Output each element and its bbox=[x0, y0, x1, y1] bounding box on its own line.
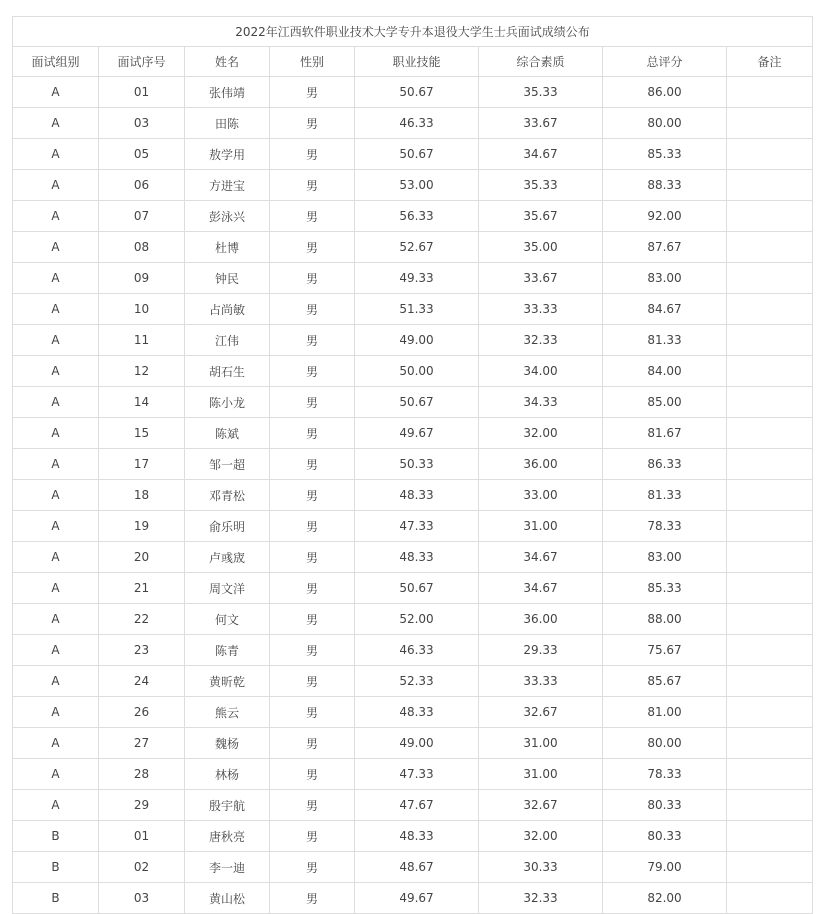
cell-name: 唐秋亮 bbox=[185, 821, 270, 852]
cell-skill: 49.00 bbox=[355, 325, 479, 356]
table-row bbox=[13, 821, 813, 852]
cell-seq: 01 bbox=[99, 821, 185, 852]
score-table-container bbox=[12, 16, 812, 914]
table-row bbox=[13, 356, 813, 387]
cell-gender: 男 bbox=[270, 170, 355, 201]
table-row bbox=[13, 883, 813, 914]
cell-gender: 男 bbox=[270, 356, 355, 387]
cell-name: 黄山松 bbox=[185, 883, 270, 914]
cell-quality: 32.33 bbox=[479, 883, 603, 914]
cell-seq: 03 bbox=[99, 108, 185, 139]
cell-seq: 17 bbox=[99, 449, 185, 480]
cell-gender: 男 bbox=[270, 573, 355, 604]
cell-skill: 56.33 bbox=[355, 201, 479, 232]
cell-total: 80.33 bbox=[603, 790, 727, 821]
header-gender: 性别 bbox=[270, 47, 355, 77]
cell-seq: 08 bbox=[99, 232, 185, 263]
cell-total: 81.33 bbox=[603, 480, 727, 511]
header-skill: 职业技能 bbox=[355, 47, 479, 77]
cell-total: 85.67 bbox=[603, 666, 727, 697]
cell-quality: 31.00 bbox=[479, 759, 603, 790]
cell-group: A bbox=[13, 573, 99, 604]
cell-seq: 03 bbox=[99, 883, 185, 914]
table-row bbox=[13, 542, 813, 573]
cell-skill: 52.67 bbox=[355, 232, 479, 263]
cell-remark bbox=[727, 201, 813, 232]
cell-total: 75.67 bbox=[603, 635, 727, 666]
cell-quality: 34.33 bbox=[479, 387, 603, 418]
cell-quality: 32.00 bbox=[479, 821, 603, 852]
cell-group: A bbox=[13, 108, 99, 139]
cell-gender: 男 bbox=[270, 790, 355, 821]
cell-group: A bbox=[13, 542, 99, 573]
cell-total: 83.00 bbox=[603, 542, 727, 573]
header-quality: 综合素质 bbox=[479, 47, 603, 77]
cell-total: 81.33 bbox=[603, 325, 727, 356]
cell-remark bbox=[727, 77, 813, 108]
cell-name: 俞乐明 bbox=[185, 511, 270, 542]
table-row bbox=[13, 294, 813, 325]
table-header-row bbox=[13, 47, 813, 77]
header-seq: 面试序号 bbox=[99, 47, 185, 77]
cell-skill: 49.33 bbox=[355, 263, 479, 294]
cell-seq: 18 bbox=[99, 480, 185, 511]
cell-skill: 51.33 bbox=[355, 294, 479, 325]
cell-seq: 24 bbox=[99, 666, 185, 697]
cell-name: 卢彧宬 bbox=[185, 542, 270, 573]
cell-skill: 47.67 bbox=[355, 790, 479, 821]
cell-seq: 23 bbox=[99, 635, 185, 666]
cell-skill: 50.33 bbox=[355, 449, 479, 480]
cell-total: 92.00 bbox=[603, 201, 727, 232]
cell-quality: 32.67 bbox=[479, 697, 603, 728]
cell-name: 邓青松 bbox=[185, 480, 270, 511]
cell-group: A bbox=[13, 294, 99, 325]
cell-gender: 男 bbox=[270, 418, 355, 449]
cell-name: 邹一超 bbox=[185, 449, 270, 480]
cell-seq: 26 bbox=[99, 697, 185, 728]
cell-total: 80.33 bbox=[603, 821, 727, 852]
cell-group: A bbox=[13, 480, 99, 511]
table-row bbox=[13, 325, 813, 356]
cell-gender: 男 bbox=[270, 604, 355, 635]
cell-group: B bbox=[13, 883, 99, 914]
cell-remark bbox=[727, 387, 813, 418]
cell-remark bbox=[727, 263, 813, 294]
table-row bbox=[13, 666, 813, 697]
cell-name: 陈小龙 bbox=[185, 387, 270, 418]
cell-group: A bbox=[13, 418, 99, 449]
cell-group: B bbox=[13, 821, 99, 852]
table-title-row bbox=[13, 17, 813, 47]
cell-gender: 男 bbox=[270, 201, 355, 232]
cell-seq: 27 bbox=[99, 728, 185, 759]
cell-quality: 36.00 bbox=[479, 449, 603, 480]
cell-group: A bbox=[13, 356, 99, 387]
cell-seq: 09 bbox=[99, 263, 185, 294]
table-row bbox=[13, 511, 813, 542]
cell-total: 84.67 bbox=[603, 294, 727, 325]
cell-seq: 29 bbox=[99, 790, 185, 821]
cell-gender: 男 bbox=[270, 511, 355, 542]
cell-skill: 48.33 bbox=[355, 480, 479, 511]
cell-total: 85.33 bbox=[603, 573, 727, 604]
table-row bbox=[13, 604, 813, 635]
cell-gender: 男 bbox=[270, 542, 355, 573]
table-row bbox=[13, 449, 813, 480]
cell-remark bbox=[727, 449, 813, 480]
cell-gender: 男 bbox=[270, 325, 355, 356]
cell-gender: 男 bbox=[270, 852, 355, 883]
cell-gender: 男 bbox=[270, 387, 355, 418]
cell-group: A bbox=[13, 201, 99, 232]
cell-name: 殷宇航 bbox=[185, 790, 270, 821]
cell-quality: 35.67 bbox=[479, 201, 603, 232]
cell-total: 81.67 bbox=[603, 418, 727, 449]
table-row bbox=[13, 201, 813, 232]
cell-seq: 02 bbox=[99, 852, 185, 883]
cell-total: 86.00 bbox=[603, 77, 727, 108]
score-table bbox=[12, 16, 813, 914]
cell-remark bbox=[727, 821, 813, 852]
cell-seq: 11 bbox=[99, 325, 185, 356]
cell-group: A bbox=[13, 139, 99, 170]
cell-skill: 50.00 bbox=[355, 356, 479, 387]
cell-seq: 19 bbox=[99, 511, 185, 542]
cell-gender: 男 bbox=[270, 480, 355, 511]
cell-group: A bbox=[13, 387, 99, 418]
cell-quality: 34.67 bbox=[479, 573, 603, 604]
cell-remark bbox=[727, 883, 813, 914]
cell-group: A bbox=[13, 232, 99, 263]
cell-remark bbox=[727, 356, 813, 387]
cell-total: 78.33 bbox=[603, 759, 727, 790]
cell-quality: 36.00 bbox=[479, 604, 603, 635]
cell-name: 杜博 bbox=[185, 232, 270, 263]
cell-name: 敖学用 bbox=[185, 139, 270, 170]
cell-gender: 男 bbox=[270, 759, 355, 790]
table-row bbox=[13, 418, 813, 449]
cell-skill: 53.00 bbox=[355, 170, 479, 201]
table-title: 2022年江西软件职业技术大学专升本退役大学生士兵面试成绩公布 bbox=[13, 17, 813, 47]
table-row bbox=[13, 108, 813, 139]
cell-gender: 男 bbox=[270, 883, 355, 914]
cell-name: 江伟 bbox=[185, 325, 270, 356]
cell-seq: 12 bbox=[99, 356, 185, 387]
cell-quality: 31.00 bbox=[479, 511, 603, 542]
table-row bbox=[13, 635, 813, 666]
cell-total: 87.67 bbox=[603, 232, 727, 263]
cell-seq: 05 bbox=[99, 139, 185, 170]
cell-total: 82.00 bbox=[603, 883, 727, 914]
cell-remark bbox=[727, 728, 813, 759]
cell-gender: 男 bbox=[270, 821, 355, 852]
table-row bbox=[13, 387, 813, 418]
table-row bbox=[13, 170, 813, 201]
cell-quality: 33.00 bbox=[479, 480, 603, 511]
cell-quality: 32.67 bbox=[479, 790, 603, 821]
cell-skill: 52.33 bbox=[355, 666, 479, 697]
cell-remark bbox=[727, 759, 813, 790]
cell-skill: 49.00 bbox=[355, 728, 479, 759]
cell-skill: 48.33 bbox=[355, 821, 479, 852]
table-row bbox=[13, 573, 813, 604]
table-row bbox=[13, 759, 813, 790]
cell-group: A bbox=[13, 666, 99, 697]
cell-remark bbox=[727, 542, 813, 573]
cell-gender: 男 bbox=[270, 635, 355, 666]
cell-name: 李一迪 bbox=[185, 852, 270, 883]
cell-total: 78.33 bbox=[603, 511, 727, 542]
cell-group: A bbox=[13, 170, 99, 201]
header-group: 面试组别 bbox=[13, 47, 99, 77]
cell-quality: 33.33 bbox=[479, 666, 603, 697]
cell-gender: 男 bbox=[270, 449, 355, 480]
cell-total: 79.00 bbox=[603, 852, 727, 883]
cell-name: 陈斌 bbox=[185, 418, 270, 449]
cell-seq: 20 bbox=[99, 542, 185, 573]
cell-remark bbox=[727, 294, 813, 325]
cell-quality: 33.33 bbox=[479, 294, 603, 325]
header-name: 姓名 bbox=[185, 47, 270, 77]
cell-group: A bbox=[13, 604, 99, 635]
cell-gender: 男 bbox=[270, 294, 355, 325]
cell-total: 81.00 bbox=[603, 697, 727, 728]
cell-total: 85.00 bbox=[603, 387, 727, 418]
cell-quality: 35.33 bbox=[479, 77, 603, 108]
cell-remark bbox=[727, 573, 813, 604]
cell-total: 88.00 bbox=[603, 604, 727, 635]
cell-skill: 49.67 bbox=[355, 883, 479, 914]
cell-quality: 34.00 bbox=[479, 356, 603, 387]
cell-gender: 男 bbox=[270, 139, 355, 170]
cell-skill: 47.33 bbox=[355, 759, 479, 790]
cell-group: A bbox=[13, 77, 99, 108]
cell-gender: 男 bbox=[270, 263, 355, 294]
cell-name: 陈青 bbox=[185, 635, 270, 666]
cell-gender: 男 bbox=[270, 697, 355, 728]
cell-gender: 男 bbox=[270, 77, 355, 108]
cell-skill: 46.33 bbox=[355, 108, 479, 139]
table-row bbox=[13, 480, 813, 511]
cell-quality: 32.00 bbox=[479, 418, 603, 449]
cell-remark bbox=[727, 325, 813, 356]
cell-name: 熊云 bbox=[185, 697, 270, 728]
cell-skill: 48.33 bbox=[355, 542, 479, 573]
cell-group: A bbox=[13, 759, 99, 790]
cell-seq: 28 bbox=[99, 759, 185, 790]
cell-seq: 14 bbox=[99, 387, 185, 418]
cell-remark bbox=[727, 511, 813, 542]
table-row bbox=[13, 697, 813, 728]
cell-skill: 50.67 bbox=[355, 77, 479, 108]
cell-group: A bbox=[13, 635, 99, 666]
cell-remark bbox=[727, 232, 813, 263]
table-row bbox=[13, 77, 813, 108]
cell-gender: 男 bbox=[270, 666, 355, 697]
cell-skill: 48.67 bbox=[355, 852, 479, 883]
cell-name: 占尚敏 bbox=[185, 294, 270, 325]
cell-skill: 50.67 bbox=[355, 387, 479, 418]
cell-remark bbox=[727, 790, 813, 821]
cell-quality: 31.00 bbox=[479, 728, 603, 759]
cell-name: 钟民 bbox=[185, 263, 270, 294]
cell-name: 张伟靖 bbox=[185, 77, 270, 108]
cell-quality: 29.33 bbox=[479, 635, 603, 666]
cell-group: A bbox=[13, 511, 99, 542]
cell-quality: 35.00 bbox=[479, 232, 603, 263]
cell-quality: 34.67 bbox=[479, 542, 603, 573]
cell-seq: 10 bbox=[99, 294, 185, 325]
cell-remark bbox=[727, 666, 813, 697]
cell-remark bbox=[727, 108, 813, 139]
cell-seq: 21 bbox=[99, 573, 185, 604]
cell-name: 田陈 bbox=[185, 108, 270, 139]
cell-name: 魏杨 bbox=[185, 728, 270, 759]
cell-group: A bbox=[13, 449, 99, 480]
cell-total: 85.33 bbox=[603, 139, 727, 170]
cell-total: 80.00 bbox=[603, 728, 727, 759]
cell-skill: 52.00 bbox=[355, 604, 479, 635]
cell-name: 彭泳兴 bbox=[185, 201, 270, 232]
cell-skill: 50.67 bbox=[355, 139, 479, 170]
cell-group: A bbox=[13, 790, 99, 821]
cell-total: 84.00 bbox=[603, 356, 727, 387]
table-row bbox=[13, 852, 813, 883]
cell-gender: 男 bbox=[270, 232, 355, 263]
cell-total: 80.00 bbox=[603, 108, 727, 139]
cell-remark bbox=[727, 697, 813, 728]
cell-quality: 34.67 bbox=[479, 139, 603, 170]
table-row bbox=[13, 263, 813, 294]
cell-group: A bbox=[13, 263, 99, 294]
table-row bbox=[13, 232, 813, 263]
cell-name: 胡石生 bbox=[185, 356, 270, 387]
cell-remark bbox=[727, 418, 813, 449]
cell-seq: 01 bbox=[99, 77, 185, 108]
cell-quality: 33.67 bbox=[479, 263, 603, 294]
cell-skill: 50.67 bbox=[355, 573, 479, 604]
cell-remark bbox=[727, 170, 813, 201]
cell-quality: 30.33 bbox=[479, 852, 603, 883]
cell-name: 林杨 bbox=[185, 759, 270, 790]
cell-name: 何文 bbox=[185, 604, 270, 635]
cell-skill: 47.33 bbox=[355, 511, 479, 542]
cell-total: 88.33 bbox=[603, 170, 727, 201]
cell-total: 83.00 bbox=[603, 263, 727, 294]
cell-group: B bbox=[13, 852, 99, 883]
cell-group: A bbox=[13, 325, 99, 356]
header-remark: 备注 bbox=[727, 47, 813, 77]
cell-seq: 15 bbox=[99, 418, 185, 449]
cell-skill: 49.67 bbox=[355, 418, 479, 449]
table-row bbox=[13, 139, 813, 170]
cell-remark bbox=[727, 604, 813, 635]
cell-skill: 46.33 bbox=[355, 635, 479, 666]
cell-name: 方进宝 bbox=[185, 170, 270, 201]
table-row bbox=[13, 790, 813, 821]
cell-remark bbox=[727, 635, 813, 666]
header-total: 总评分 bbox=[603, 47, 727, 77]
cell-name: 周文洋 bbox=[185, 573, 270, 604]
cell-quality: 32.33 bbox=[479, 325, 603, 356]
cell-remark bbox=[727, 480, 813, 511]
cell-quality: 33.67 bbox=[479, 108, 603, 139]
cell-seq: 06 bbox=[99, 170, 185, 201]
cell-total: 86.33 bbox=[603, 449, 727, 480]
cell-seq: 07 bbox=[99, 201, 185, 232]
cell-group: A bbox=[13, 728, 99, 759]
cell-gender: 男 bbox=[270, 728, 355, 759]
cell-quality: 35.33 bbox=[479, 170, 603, 201]
cell-group: A bbox=[13, 697, 99, 728]
cell-skill: 48.33 bbox=[355, 697, 479, 728]
table-row bbox=[13, 728, 813, 759]
cell-remark bbox=[727, 139, 813, 170]
cell-remark bbox=[727, 852, 813, 883]
cell-gender: 男 bbox=[270, 108, 355, 139]
cell-seq: 22 bbox=[99, 604, 185, 635]
cell-name: 黄昕乾 bbox=[185, 666, 270, 697]
